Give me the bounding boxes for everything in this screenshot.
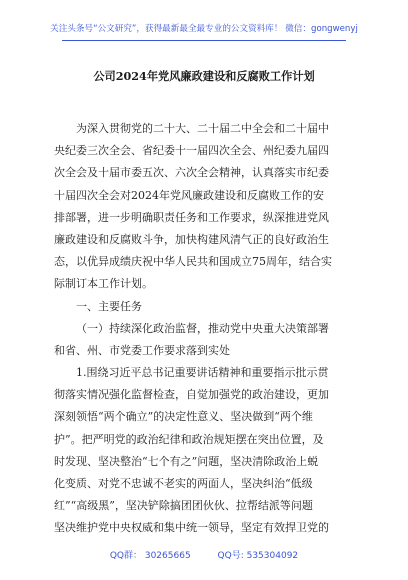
section-heading: 一、主要任务 [76,299,142,313]
paragraph-line: 深刻领悟“两个确立”的决定性意义、坚决做到“两个维 [54,410,313,424]
paragraph-line: 排部署，进一步明确职责任务和工作要求，纵深推进党风 [54,210,329,224]
paragraph-line: 次全会及十届市委五次、六次全会精神，认真落实市纪委 [54,166,329,180]
footer-contact [0,548,408,561]
footer-qq-group: QQ群： 30265665 [109,551,191,561]
paragraph-line: 为深入贯彻党的二十大、二十届二中全会和二十届中 [76,122,329,135]
paragraph-line: 1.围绕习近平总书记重要讲话精神和重要指示批示贯 [76,366,329,380]
paragraph-line: 坚决维护党中央权威和集中统一领导，坚定有效捍卫党的 [54,521,329,535]
paragraph-line: 态，以优异成绩庆祝中华人民共和国成立75周年，结合实 [54,255,332,269]
subsection-heading: （一）持续深化政治监督，推动党中央重大决策部署 [76,321,329,335]
paragraph-line: 际制订本工作计划。 [54,277,153,291]
footer-qq-number: QQ号: 535304092 [217,551,299,561]
paragraph-line: 廉政建设和反腐败斗争，加快构建风清气正的良好政治生 [54,232,329,246]
subsection-heading: 和省、州、市党委工作要求落到实处 [54,343,230,357]
document-title: 公司2024年党风廉政建设和反腐败工作计划 [93,69,315,83]
paragraph-line: 化变质、对党不忠诚不老实的两面人，坚决纠治“低级 [54,477,313,490]
header-banner: 关注头条号“公文研究”，获得最新最全最专业的公文资料库！ 微信：gongwenyj [50,24,358,34]
paragraph-line: 护”。把严明党的政治纪律和政治规矩摆在突出位置，及 [54,432,324,446]
header-divider [62,40,346,41]
paragraph-line: 十届四次全会对2024年党风廉政建设和反腐败工作的安 [54,188,324,202]
paragraph-line: 红”“高级黑”，坚决铲除搞团团伙伙、拉帮结派等问题 [54,499,313,513]
paragraph-line: 彻落实情况强化监督检查，自觉加强党的政治建设，更加 [54,388,329,402]
paragraph-line: 央纪委三次全会、省纪委十一届四次全会、州纪委九届四 [54,144,329,158]
document-body [54,118,358,540]
paragraph-line: 时发现、坚决整治“七个有之”问题，坚决清除政治上蜕 [54,454,319,468]
